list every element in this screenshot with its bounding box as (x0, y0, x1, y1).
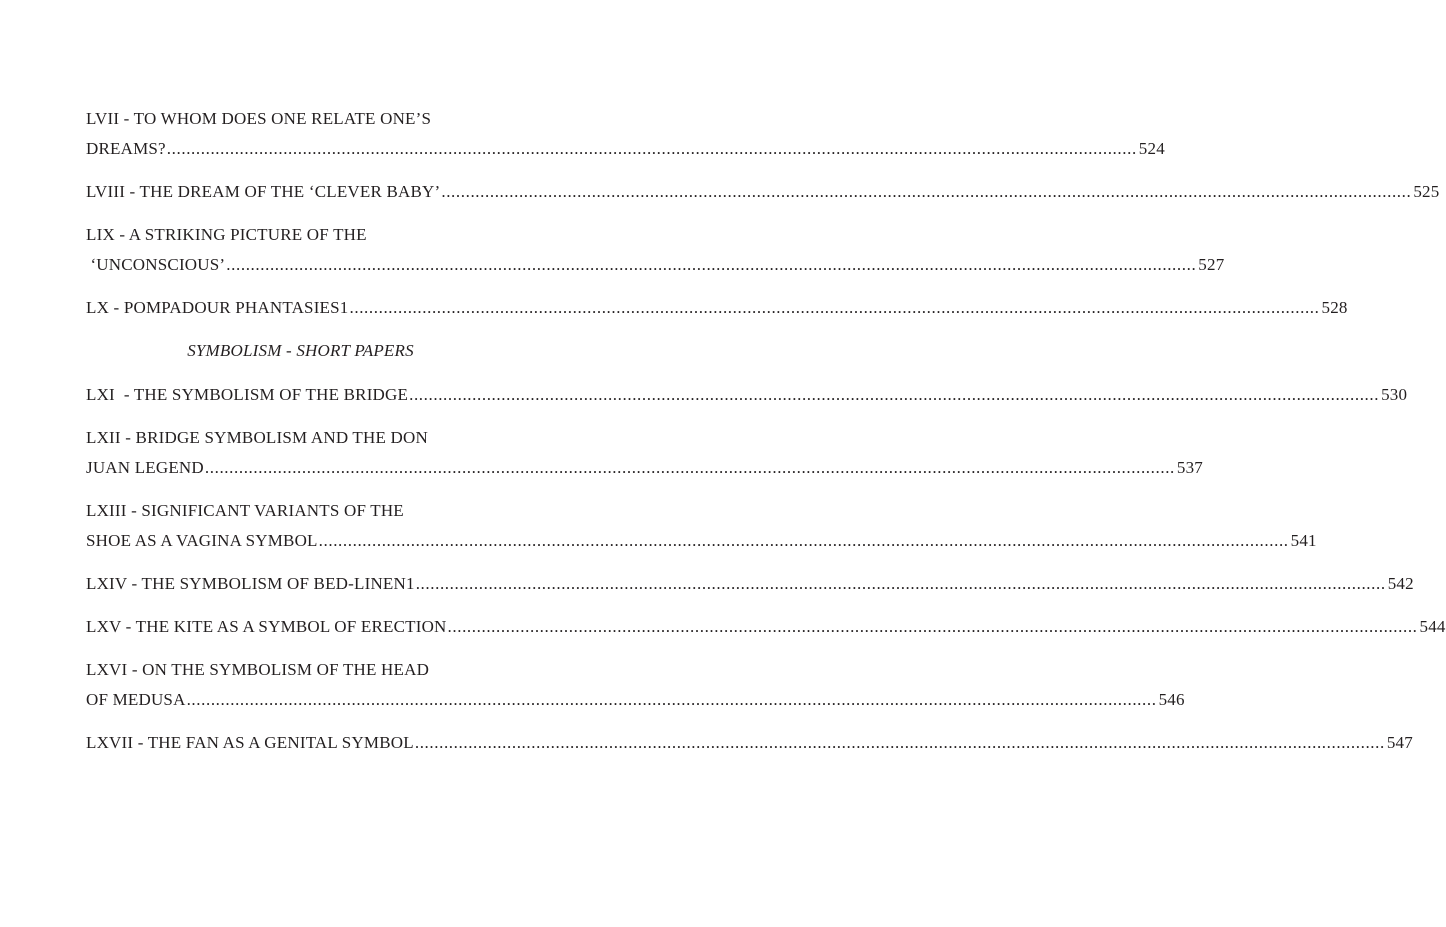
toc-entry-leader-line (86, 728, 1413, 758)
toc-entry-title: LXVII - THE FAN AS A GENITAL SYMBOL (86, 733, 414, 752)
toc-entry (86, 612, 1446, 642)
toc-entry (86, 496, 1317, 556)
toc-entry-title-line: LVII - TO WHOM DOES ONE RELATE ONE’S (86, 109, 432, 128)
dot-leader: ........................................................................................................................................................................................................ (186, 690, 1157, 709)
toc-entries-group (86, 104, 1440, 323)
toc-entry-title-line: LXVI - ON THE SYMBOLISM OF THE HEAD (86, 660, 430, 679)
toc-entry-title-line: LIX - A STRIKING PICTURE OF THE (86, 225, 367, 244)
toc-entry (86, 177, 1440, 207)
toc-entry-title: SHOE AS A VAGINA SYMBOL (86, 531, 318, 550)
dot-leader: ........................................................................................................................................................................................................ (226, 255, 1197, 274)
toc-entry-leader-line (86, 177, 1440, 207)
dot-leader: ........................................................................................................................................................................................................ (415, 574, 1386, 593)
page-number: 524 (1138, 139, 1165, 158)
page-number: 528 (1321, 298, 1348, 317)
page-number: 541 (1290, 531, 1317, 550)
dot-leader: ........................................................................................................................................................................................................ (166, 139, 1137, 158)
toc-entry-title: JUAN LEGEND (86, 458, 204, 477)
toc-entry (86, 104, 1165, 164)
toc-entry-leader-line (86, 453, 1203, 483)
toc-entry (86, 423, 1203, 483)
toc-entry-leader-line (86, 685, 1185, 715)
dot-leader: ........................................................................................................................................................................................................ (414, 733, 1385, 752)
dot-leader: ........................................................................................................................................................................................................ (447, 617, 1418, 636)
page-number: 537 (1176, 458, 1203, 477)
toc-entry-leader-line (86, 569, 1414, 599)
toc-entry-title: LXIV - THE SYMBOLISM OF BED-LINEN1 (86, 574, 415, 593)
toc-entry-leader-line (86, 250, 1225, 280)
toc-entry-title: ‘UNCONSCIOUS’ (86, 255, 226, 274)
toc-entry (86, 728, 1413, 758)
page-number: 547 (1386, 733, 1413, 752)
toc-entry (86, 569, 1414, 599)
dot-leader: ........................................................................................................................................................................................................ (318, 531, 1289, 550)
dot-leader: ........................................................................................................................................................................................................ (349, 298, 1320, 317)
toc-entry (86, 220, 1225, 280)
dot-leader: ........................................................................................................................................................................................................ (409, 385, 1380, 404)
toc-entry-title: LXI - THE SYMBOLISM OF THE BRIDGE (86, 385, 409, 404)
toc-entries-group (86, 380, 1446, 758)
toc-entry-title: LXV - THE KITE AS A SYMBOL OF ERECTION (86, 617, 447, 636)
page-number: 527 (1198, 255, 1225, 274)
page-number: 542 (1387, 574, 1414, 593)
page-number: 546 (1158, 690, 1185, 709)
toc-entry-title: OF MEDUSA (86, 690, 186, 709)
toc-entry (86, 293, 1348, 323)
toc-entry-leader-line (86, 380, 1408, 410)
toc-entry-title-line: LXIII - SIGNIFICANT VARIANTS OF THE (86, 501, 404, 520)
toc-entry-title: DREAMS? (86, 139, 166, 158)
toc-entry-leader-line (86, 526, 1317, 556)
dot-leader: ........................................................................................................................................................................................................ (204, 458, 1175, 477)
toc-entry (86, 655, 1185, 715)
toc-entry-leader-line (86, 134, 1165, 164)
toc-entry-leader-line (86, 612, 1446, 642)
page-number: 530 (1381, 385, 1408, 404)
page-number: 544 (1419, 617, 1446, 636)
toc-entry-title: LVIII - THE DREAM OF THE ‘CLEVER BABY’ (86, 182, 441, 201)
dot-leader: ........................................................................................................................................................................................................ (441, 182, 1412, 201)
toc-entry-title-line: LXII - BRIDGE SYMBOLISM AND THE DON (86, 428, 428, 447)
toc-entry-leader-line (86, 293, 1348, 323)
page-number: 525 (1413, 182, 1440, 201)
toc-entry-title: LX - POMPADOUR PHANTASIES1 (86, 298, 349, 317)
table-of-contents (86, 104, 1446, 771)
toc-entry (86, 380, 1408, 410)
section-heading: SYMBOLISM - SHORT PAPERS (187, 341, 414, 360)
